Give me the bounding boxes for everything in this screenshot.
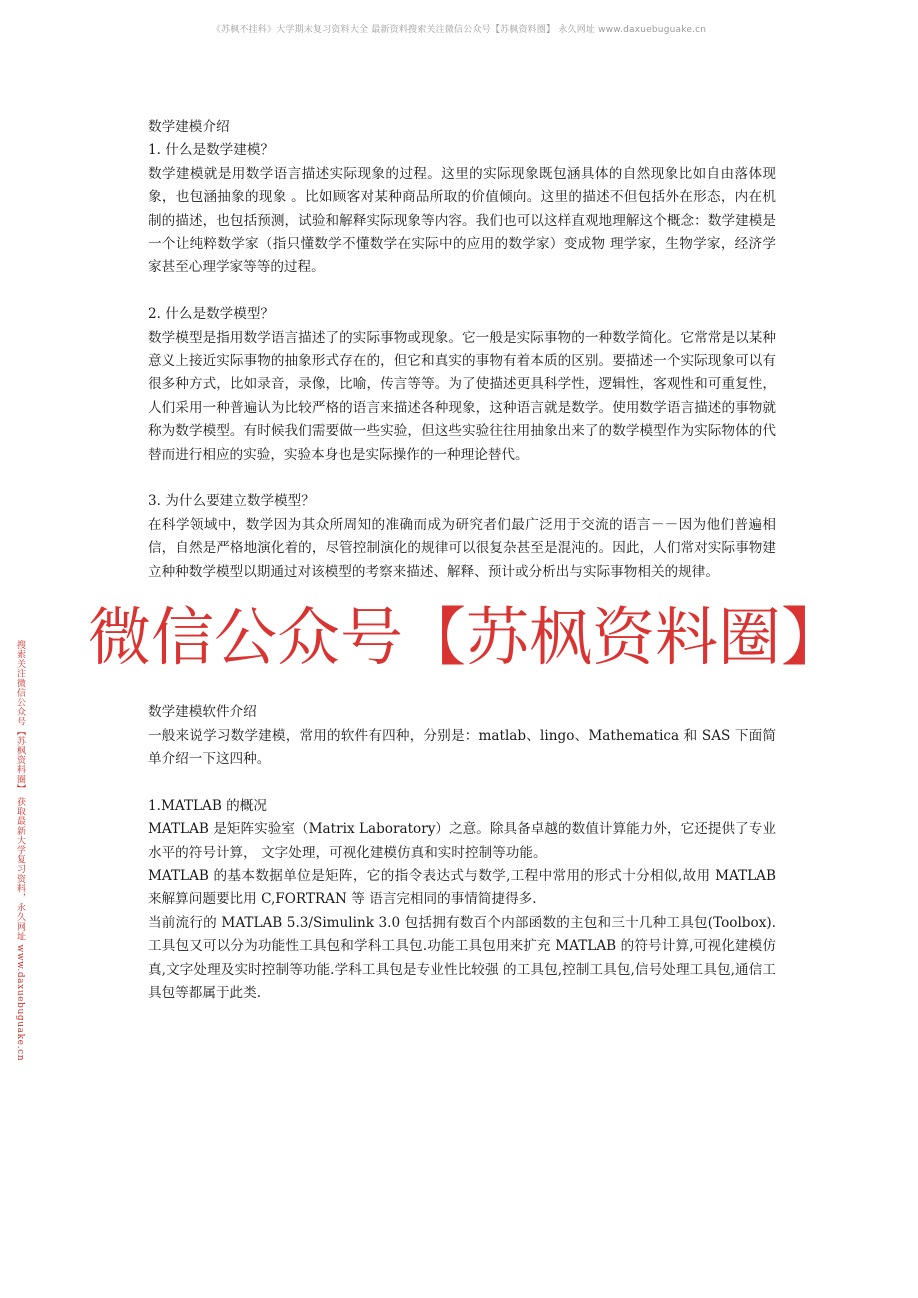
- question-3-body: 在科学领域中，数学因为其众所周知的准确而成为研究者们最广泛用于交流的语言－－因为他们普遍相信，自然是严格地演化着的，尽管控制演化的规律可以很复杂甚至是混沌的。因此，人们常对实际事物建立种种数学模型以期通过对该模型的考察来描述、解释、预计或分析出与实际事物相关的规律。: [148, 516, 776, 580]
- question-1-body: 数学建模就是用数学语言描述实际现象的过程。这里的实际现象既包涵具体的自然现象比如自由落体现象，也包涵抽象的现象 。比如顾客对某种商品所取的价值倾向。这里的描述不但包括外在形态，内在机制的描述，也包括预测，试验和解释实际现象等内容。我们也可以这样直观地理解这个概念：数学建模是一个让纯粹数学家（指只懂数学不懂数学在实际中的应用的数学家）变成物 理学家，生物学家，经济学家甚至心理学家等等的过程。: [148, 165, 776, 276]
- question-2-heading: 2. 什么是数学模型？: [148, 306, 275, 323]
- red-watermark-overlay: 微信公众号【苏枫资料圈】: [88, 601, 844, 674]
- matlab-paragraph-3: 当前流行的 MATLAB 5.3/Simulink 3.0 包括拥有数百个内部函数的主包和三十几种工具包(Toolbox).工具包又可以分为功能性工具包和学科工具包.功能工具包用来扩充 MATLAB 的符号计算,可视化建模仿真,文字处理及实时控制等功能.学科工具包是专业性比较强 的工具包,控制工具包,信号处理工具包,通信工具包等都属于此类.: [148, 914, 776, 1001]
- paragraph-gap: [148, 771, 776, 794]
- side-watermark: 搜索关注微信公众号【苏枫资料圈】 获取最新大学复习资料，永久网址 www.daxuebuguake.cn: [15, 640, 25, 1062]
- matlab-paragraph-2: MATLAB 的基本数据单位是矩阵，它的指令表达式与数学,工程中常用的形式十分相似,故用 MATLAB 来解算问题要比用 C,FORTRAN 等 语言完相同的事情简捷得多.: [148, 867, 776, 908]
- page-header-watermark: 《苏枫不挂科》大学期末复习资料大全 最新资料搜索关注微信公众号【苏枫资料圈】 永久网址 www.daxuebuguake.cn: [211, 25, 707, 35]
- section-title-intro: 数学建模介绍: [148, 119, 230, 135]
- document-body: [148, 116, 776, 1005]
- section-title-software: 数学建模软件介绍: [148, 704, 257, 721]
- paragraph-gap: [148, 280, 776, 303]
- matlab-paragraph-1: MATLAB 是矩阵实验室（Matrix Laboratory）之意。除具备卓越的数值计算能力外，它还提供了专业水平的符号计算， 文字处理，可视化建模仿真和实时控制等功能。: [148, 821, 776, 861]
- question-2-body: 数学模型是指用数学语言描述了的实际事物或现象。它一般是实际事物的一种数学简化。它常常是以某种意义上接近实际事物的抽象形式存在的，但它和真实的事物有着本质的区别。要描述一个实际现象可以有很多种方式，比如录音，录像，比喻，传言等等。为了使描述更具科学性，逻辑性，客观性和可重复性，人们采用一种普遍认为比较严格的语言来描述各种现象，这种语言就是数学。使用数学语言描述的事物就称为数学模型。有时候我们需要做一些实验，但这些实验往往用抽象出来了的数学模型作为实际物体的代替而进行相应的实验，实验本身也是实际操作的一种理论替代。: [148, 329, 776, 463]
- matlab-heading: 1.MATLAB 的概况: [148, 797, 267, 814]
- paragraph-gap: [148, 467, 776, 490]
- software-intro-body: 一般来说学习数学建模，常用的软件有四种，分别是：matlab、lingo、Mathematica 和 SAS 下面简单介绍一下这四种。: [148, 727, 776, 767]
- question-1-heading: 1. 什么是数学建模？: [148, 142, 275, 159]
- question-3-heading: 3. 为什么要建立数学模型？: [148, 493, 315, 510]
